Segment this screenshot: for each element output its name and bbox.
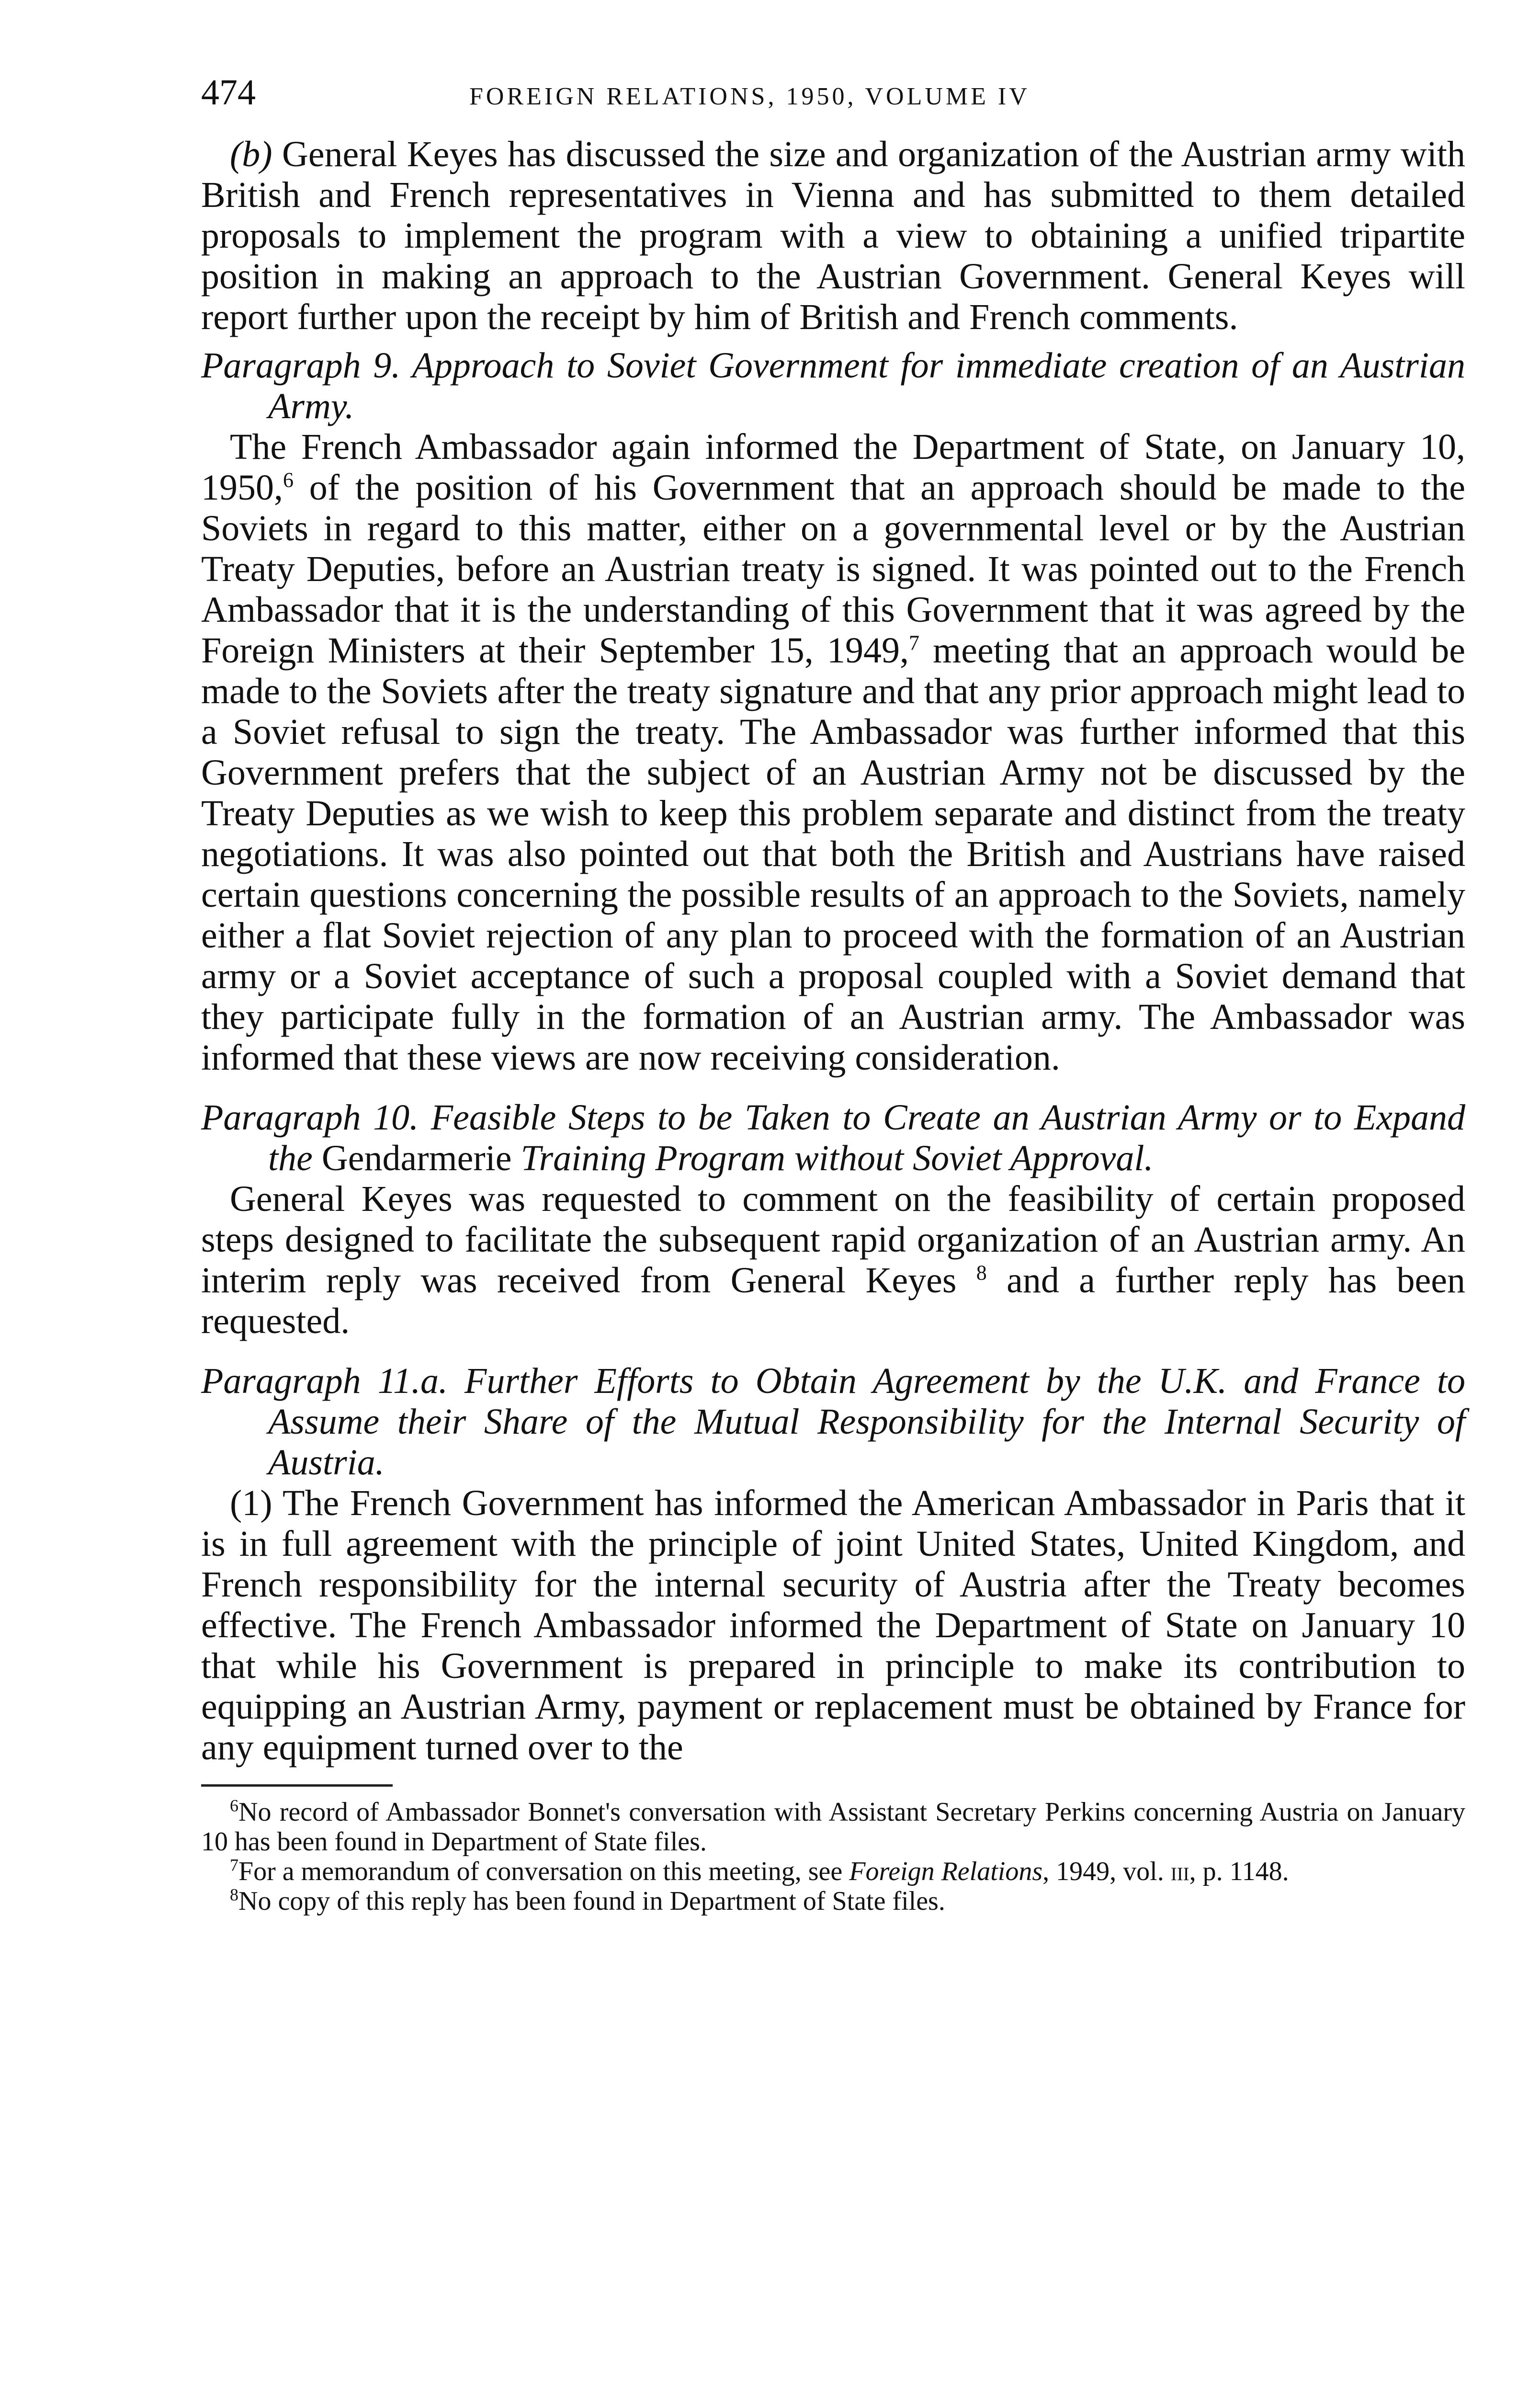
- paragraph-11a-heading: Paragraph 11.a. Further Efforts to Obtain Agreement by the U.K. and France to Assume their Share of the Mutual Responsibility for the Internal Security of Austria.: [201, 1361, 1465, 1483]
- page-number: 474: [201, 72, 256, 113]
- paragraph-10-body: [201, 1179, 1465, 1342]
- paragraph-10-text-1: General Keyes was requested to comment on the feasibility of certain proposed steps designed to facilitate the subsequent rapid organization of an Austrian army. An interim reply was received from General Keyes: [201, 1179, 1465, 1300]
- footnote-7-text-1: For a memorandum of conversation on this meeting, see: [238, 1857, 849, 1886]
- paragraph-11a-body: [201, 1483, 1465, 1768]
- footnote-divider: [201, 1784, 393, 1787]
- footnote-8-mark: 8: [230, 1885, 238, 1905]
- footnote-7-title: Foreign Relations: [849, 1857, 1043, 1886]
- paragraph-10-heading-part1: Paragraph 10. Feasible Steps to be Taken to Create an Austrian Army or to Expand the: [201, 1097, 1465, 1178]
- footnote-ref-6: 6: [283, 468, 294, 492]
- footnote-8: [201, 1886, 1465, 1916]
- footnote-ref-7: 7: [908, 631, 919, 655]
- paragraph-11a-marker: (1): [230, 1483, 272, 1523]
- footnote-7: [201, 1857, 1465, 1886]
- section-b-paragraph: [201, 134, 1465, 338]
- footnote-7-text-2: , 1949, vol.: [1042, 1857, 1171, 1886]
- paragraph-10-heading: [201, 1097, 1465, 1179]
- paragraph-10-heading-part2: Training Program without Soviet Approval.: [511, 1138, 1154, 1178]
- paragraph-9-text-3: meeting that an approach would be made to the Soviets after the treaty signature and that any prior approach might lead to a Soviet refusal to sign the treaty. The Ambassador was further informed that this Government prefers that the subject of an Austrian Army not be discussed by the Treaty Deputies as we wish to keep this problem separate and distinct from the treaty negotiations. It was also pointed out that both the British and Austrians have raised certain questions concerning the possible results of an approach to the Soviets, namely either a flat Soviet rejection of any plan to proceed with the formation of an Austrian army or a Soviet acceptance of such a proposal coupled with a Soviet demand that they participate fully in the formation of an Austrian army. The Ambassador was informed that these views are now receiving consideration.: [201, 630, 1465, 1078]
- footnote-6: [201, 1797, 1465, 1857]
- paragraph-11a-text: The French Government has informed the American Ambassador in Paris that it is in full agreement with the principle of joint United States, United Kingdom, and French responsibility for the internal security of Austria after the Treaty becomes effective. The French Ambassador informed the Department of State on January 10 that while his Government is prepared in principle to make its contribution to equipping an Austrian Army, payment or replacement must be obtained by France for any equipment turned over to the: [201, 1483, 1465, 1768]
- section-b-marker: (b): [230, 134, 272, 174]
- running-head: FOREIGN RELATIONS, 1950, VOLUME IV: [469, 83, 1030, 110]
- paragraph-9-body: [201, 427, 1465, 1078]
- footnote-7-volume: iii: [1170, 1857, 1189, 1886]
- paragraph-10-heading-gendarmerie: Gendarmerie: [321, 1138, 512, 1178]
- footnote-6-text: No record of Ambassador Bonnet's conversation with Assistant Secretary Perkins concerning Austria on January 10 has been found in Department of State files.: [201, 1797, 1465, 1857]
- section-b-text: General Keyes has discussed the size and organization of the Austrian army with British and French representatives in Vienna and has submitted to them detailed proposals to implement the program with a view to obtaining a unified tripartite position in making an approach to the Austrian Government. General Keyes will report further upon the receipt by him of British and French comments.: [201, 134, 1465, 337]
- page-content: [201, 72, 1465, 1916]
- footnote-ref-8: 8: [976, 1261, 987, 1285]
- footnote-7-mark: 7: [230, 1855, 238, 1875]
- paragraph-9-heading: Paragraph 9. Approach to Soviet Government for immediate creation of an Austrian Army.: [201, 345, 1465, 426]
- footnote-8-text: No copy of this reply has been found in Department of State files.: [238, 1886, 945, 1916]
- page-header: [201, 72, 1465, 134]
- paragraph-10-text-2: and a further reply has been requested.: [201, 1260, 1466, 1341]
- paragraph-9-text-1: The French Ambassador again informed the Department of State, on January 10, 1950,: [201, 427, 1465, 508]
- paragraph-9-text-2: of the position of his Government that an approach should be made to the Soviets in regard to this matter, either on a governmental level or by the Austrian Treaty Deputies, before an Austrian treaty is signed. It was pointed out to the French Ambassador that it is the understanding of this Government that it was agreed by the Foreign Ministers at their September 15, 1949,: [201, 468, 1465, 671]
- footnote-7-text-3: , p. 1148.: [1189, 1857, 1289, 1886]
- footnote-6-mark: 6: [230, 1796, 238, 1815]
